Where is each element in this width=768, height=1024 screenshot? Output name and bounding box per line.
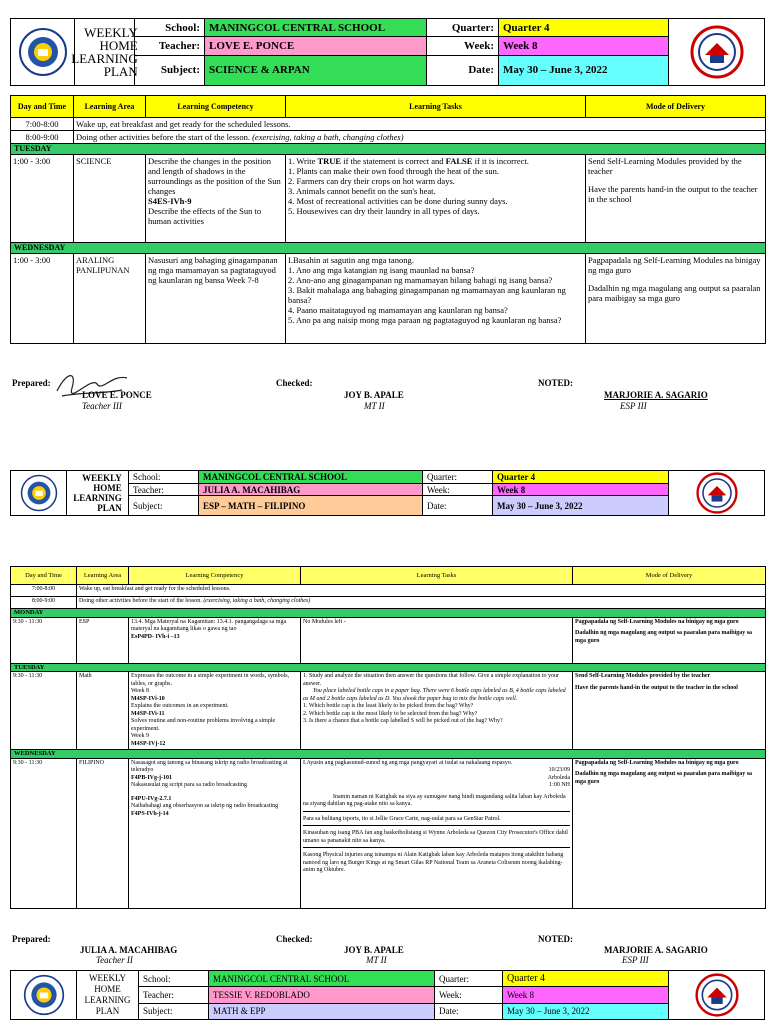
school-value: MANINGCOL CENTRAL SCHOOL <box>205 19 427 36</box>
week-value: Week 8 <box>499 37 668 54</box>
routine-text: Wake up, eat breakfast and get ready for the scheduled lessons. <box>74 118 766 131</box>
prepared-name: LOVE E. PONCE <box>82 390 152 400</box>
time-cell: 7:00-8:00 <box>11 118 74 131</box>
teacher-value: TESSIE V. REDOBLADO <box>209 987 435 1002</box>
learning-tasks: 1. Write TRUE if the statement is correct and FALSE if it is incorrect. 1. Plants can make their own food through the heat of the sun. 2. Farmers can dry their crops on hot warm days. 3. Animals cannot benefit on the sun's heat. 4. Most of recreational activities can be done during sunny days. 5. Housewives can dry their laundry in all types of days. <box>286 155 586 243</box>
subject-label: Subject: <box>129 496 199 515</box>
time-cell: 1:00 - 3:00 <box>11 155 74 243</box>
prepared-name: JULIA A. MACAHIBAG <box>80 945 178 955</box>
noted-role: ESP III <box>622 955 649 965</box>
col-learning-area: Learning Area <box>77 567 129 585</box>
noted-role: ESP III <box>620 401 647 411</box>
noted-name: MARJORIE A. SAGARIO <box>604 945 708 955</box>
subject-value: ESP – MATH – FILIPINO <box>199 496 423 515</box>
learning-area: ESP <box>77 617 129 663</box>
school-value: MANINGCOL CENTRAL SCHOOL <box>199 471 423 483</box>
school-value: MANINGCOL CENTRAL SCHOOL <box>209 971 435 986</box>
learning-competency: 13.4. Mga Materyal na Kagamitan: 13.4.1. pangangalaga sa mga materyal na kagamitang likas o gawa ng tao EsP4PD- IVh-i –13 <box>129 617 301 663</box>
col-learning-competency: Learning Competency <box>146 96 286 118</box>
subject-value: MATH & EPP <box>209 1004 435 1019</box>
learning-competency: Nasusuri ang bahaging ginagampanan ng mga mamamayan sa pagtataguyod ng kaunlaran ng bansa Week 7-8 <box>146 254 286 344</box>
teacher-value: LOVE E. PONCE <box>205 37 427 54</box>
learning-area: FILIPINO <box>77 758 129 908</box>
week-label: Week: <box>435 987 503 1002</box>
col-learning-area: Learning Area <box>74 96 146 118</box>
learning-tasks: 1. Study and analyze the situation then answer the questions that follow. Give a simple explanation to your answer. You place labeled bottle caps in a paper bag. There were 6 bottle caps labeled as B, 4 bottle caps labeled as M and 2 bottle caps labeled as D. You shook the paper bag to mix the bottle caps well. 1. Which bottle cap is the least likely to be picked from the bag? Why? 2. Which bottle cap is the most likely to be selected from the bag? Why? 3. Is there a chance that a bottle cap labelled S will be picked out of the bag? Why? <box>301 672 573 750</box>
date-value: May 30 – June 3, 2022 <box>493 496 668 515</box>
plan3-header <box>10 970 765 1020</box>
mode-of-delivery: Send Self-Learning Modules provided by the teacher Have the parents hand-in the output to the teacher in the school <box>573 672 766 750</box>
week-value: Week 8 <box>493 484 668 496</box>
school-logo-icon <box>668 971 764 1019</box>
learning-area: SCIENCE <box>74 155 146 243</box>
deped-seal-icon <box>11 971 77 1019</box>
time-cell: 9:30 - 11:30 <box>11 758 77 908</box>
day-tuesday: TUESDAY <box>11 144 766 155</box>
week-label: Week: <box>423 484 493 496</box>
day-wednesday: WEDNESDAY <box>11 750 766 759</box>
learning-competency: Expresses the outcome in a simple experiment in words, symbols, tables, or graphs. Week 8 M4SP-IVi-10 Explains the outcomes in an experiment. M4SP-IVi-11 Solves routine and non-routine problems involving a simple experiment. Week 9 M4SP-IVj-12 <box>129 672 301 750</box>
noted-label: NOTED: <box>538 378 574 388</box>
deped-seal-icon <box>11 471 67 515</box>
learning-tasks: I.Basahin at sagutin ang mga tanong. 1. Ano ang mga katangian ng isang maunlad na bansa? 2. Ano-ano ang ginagampanan ng mamamayan bilang bahagi ng isang bansa? 3. Bakit mahalaga ang bahaging ginagampanan ng mamamayan ang kaunlaran ng bansa? 4. Paano maitataguyod ng mamamayan ang kaunlaran ng bansa? 5. Ano pa ang naisip mong mga paraan ng pagtataguyod ng kaunlaran ng bansa? <box>286 254 586 344</box>
whlp-title: WEEKLY HOME LEARNING PLAN <box>77 971 139 1019</box>
routine-text: Doing other activities before the start of the lesson. (exercising, taking a bath, changing clothes) <box>74 131 766 144</box>
date-value: May 30 – June 3, 2022 <box>503 1004 668 1019</box>
quarter-value: Quarter 4 <box>493 471 668 483</box>
date-label: Date: <box>435 1004 503 1019</box>
prepared-role: Teacher III <box>82 401 122 411</box>
date-value: May 30 – June 3, 2022 <box>499 56 668 85</box>
date-label: Date: <box>423 496 493 515</box>
teacher-value: JULIA A. MACAHIBAG <box>199 484 423 496</box>
checked-role: MT II <box>366 955 387 965</box>
school-label: School: <box>129 471 199 483</box>
learning-competency: Nasasagot ang tanong sa binasang iskrip ng radio broadcasting at teleradyo F4PB-IVg-j-101 Nakasusulat ng script para sa radio broadcasting F4PU-IVg-2.7.1 Naibabahagi ang obserbasyon sa iskrip ng radio broadcasting F4PS-IVh-j-14 <box>129 758 301 908</box>
prepared-label: Prepared: <box>12 378 51 388</box>
time-cell: 1:00 - 3:00 <box>11 254 74 344</box>
learning-area: Math <box>77 672 129 750</box>
subject-label: Subject: <box>135 56 205 85</box>
week-label: Week: <box>427 37 499 54</box>
time-cell: 9:30 - 11:30 <box>11 672 77 750</box>
noted-name: MARJORIE A. SAGARIO <box>604 390 708 400</box>
col-learning-tasks: Learning Tasks <box>301 567 573 585</box>
quarter-value: Quarter 4 <box>503 971 668 986</box>
teacher-label: Teacher: <box>135 37 205 54</box>
school-logo-icon <box>668 19 764 85</box>
day-tuesday: TUESDAY <box>11 663 766 672</box>
learning-competency: Describe the changes in the position and length of shadows in the surroundings as the position of the Sun changes S4ES-IVh-9 Describe the effects of the Sun to human activities <box>146 155 286 243</box>
time-cell: 8:00-9:00 <box>11 131 74 144</box>
time-cell: 9:30 - 11:30 <box>11 617 77 663</box>
school-logo-icon <box>668 471 764 515</box>
quarter-label: Quarter: <box>435 971 503 986</box>
learning-area: ARALING PANLIPUNAN <box>74 254 146 344</box>
day-monday: MONDAY <box>11 609 766 618</box>
mode-of-delivery: Pagpapadala ng Self-Learning Modules na binigay ng mga guro Dadalhin ng mga magulang ang output sa paaralan para maibigay sa mga guro <box>573 758 766 908</box>
teacher-label: Teacher: <box>139 987 209 1002</box>
checked-name: JOY B. APALE <box>344 945 404 955</box>
checked-label: Checked: <box>276 378 313 388</box>
col-mode-delivery: Mode of Delivery <box>573 567 766 585</box>
time-cell: 8:00-9:00 <box>11 597 77 609</box>
plan1-table <box>10 95 766 344</box>
routine-text: Doing other activities before the start of the lesson. (exercising, taking a bath, changing clothes) <box>77 597 766 609</box>
col-learning-tasks: Learning Tasks <box>286 96 586 118</box>
routine-text: Wake up, eat breakfast and get ready for the scheduled lessons. <box>77 585 766 597</box>
school-label: School: <box>139 971 209 986</box>
deped-seal-icon <box>11 19 75 85</box>
prepared-label: Prepared: <box>12 934 51 944</box>
subject-label: Subject: <box>139 1004 209 1019</box>
quarter-label: Quarter: <box>423 471 493 483</box>
col-day-time: Day and Time <box>11 567 77 585</box>
plan2-header <box>10 470 765 516</box>
col-learning-competency: Learning Competency <box>129 567 301 585</box>
subject-value: SCIENCE & ARPAN <box>205 56 427 85</box>
noted-label: NOTED: <box>538 934 574 944</box>
checked-role: MT II <box>364 401 385 411</box>
checked-label: Checked: <box>276 934 313 944</box>
plan2-table <box>10 566 766 909</box>
learning-tasks: No Modules left - <box>301 617 573 663</box>
plan1-header <box>10 18 765 86</box>
whlp-title: WEEKLY HOME LEARNING PLAN <box>67 471 129 515</box>
date-label: Date: <box>427 56 499 85</box>
mode-of-delivery: Pagpapadala ng Self-Learning Modules na binigay ng mga guro Dadalhin ng mga magulang ang output sa paaralan para maibigay sa mga guro <box>586 254 766 344</box>
whlp-title: WEEKLY HOME LEARNING PLAN <box>75 19 135 85</box>
day-wednesday: WEDNESDAY <box>11 243 766 254</box>
col-day-time: Day and Time <box>11 96 74 118</box>
learning-tasks: I.Ayusin ang pagkasunud-sunod ng ang mga pangyayari at isulat sa nakalaang espasyo. 10/23/09 Arboleda 1:00 NH Inamin naman ni Katigbak na siya ay sumugaw nang hindi magandang salita laban kay Arboleda na siyang dahilan ng pag-atake nito sa kanya. Para sa bulitang isports, ito si Jellie Grace Carte, nag-uulat para sa GenStar Patrol. Kinasuhan ng isang PBA fan ang basketbolistang si Wynne Arboleda sa Quezon City Prosecutor's Office dahil umano sa pananakit nito sa kanya. Kasong Physical injuries ang isinampa ni Alain Katigbak laban kay Arboleda matapos itong atakihin habang nanood ng laro ng Burger Kings at ng Smart Gilas RP National Team sa Araneta Coliseum noong ikalabing-anim ng Oktubre. <box>301 758 573 908</box>
quarter-label: Quarter: <box>427 19 499 36</box>
prepared-role: Teacher II <box>96 955 133 965</box>
mode-of-delivery: Pagpapadala ng Self-Learning Modules na binigay ng mga guro Dadalhin ng mga magulang ang output sa paaralan para maibigay sa mga guro <box>573 617 766 663</box>
checked-name: JOY B. APALE <box>344 390 404 400</box>
col-mode-delivery: Mode of Delivery <box>586 96 766 118</box>
time-cell: 7:00-8:00 <box>11 585 77 597</box>
teacher-label: Teacher: <box>129 484 199 496</box>
quarter-value: Quarter 4 <box>499 19 668 36</box>
week-value: Week 8 <box>503 987 668 1002</box>
mode-of-delivery: Send Self-Learning Modules provided by the teacher Have the parents hand-in the output to the teacher in the school <box>586 155 766 243</box>
school-label: School: <box>135 19 205 36</box>
